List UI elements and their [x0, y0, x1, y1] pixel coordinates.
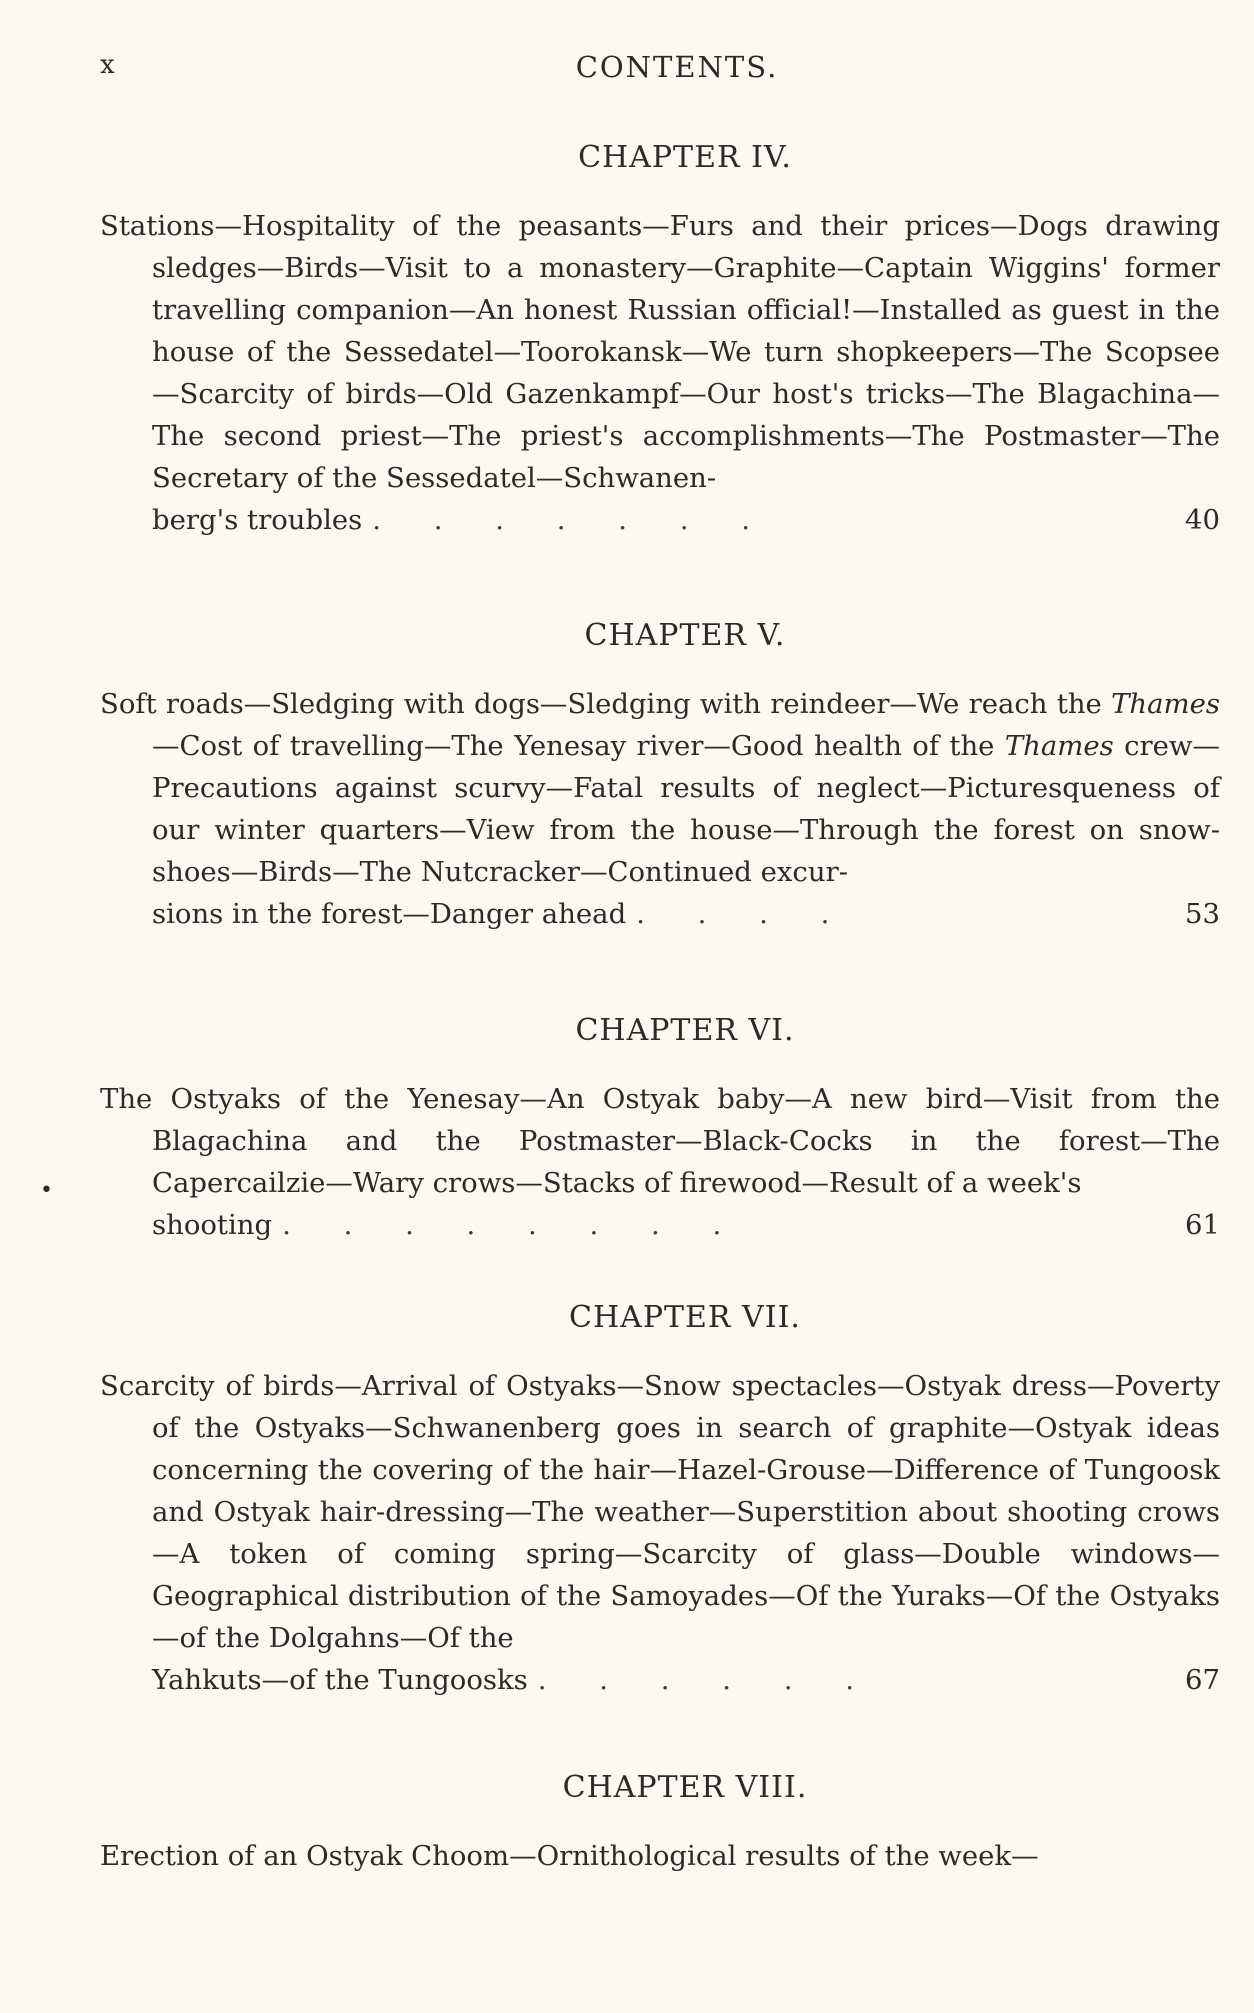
page-folio: x	[100, 50, 115, 80]
chapter-summary: Scarcity of birds—Arrival of Ostyaks—Snow spectacles—Ostyak dress—Poverty of the Ostyaks—Schwanenberg goes in search of graphite—Ostyak ideas concerning the covering of the hair—Hazel-Grouse—Difference of Tungoosk and Ostyak hair-dressing—The weather—Superstition about shooting crows—A token of coming spring—Scarcity of glass—Double windows—Geographical distribution of the Samoyades—Of the Yuraks—Of the Ostyaks—of the Dolgahns—Of the	[100, 1370, 1220, 1654]
chapter-heading: CHAPTER V.	[584, 618, 786, 653]
dot-leaders: . . . . . .	[537, 1664, 876, 1696]
summary-last-text: Yahkuts—of the Tungoosks	[152, 1664, 528, 1696]
dot-leaders: . . . .	[636, 898, 852, 930]
summary-last-text: berg's troubles	[152, 504, 363, 536]
running-head	[100, 50, 1194, 90]
chapter-vi	[100, 1013, 1220, 1246]
chapter-summary: Erection of an Ostyak Choom—Ornithological results of the week—	[100, 1840, 1039, 1872]
dot-leaders: . . . . . . . .	[282, 1209, 744, 1241]
page-number: 61	[1185, 1209, 1220, 1241]
summary-last-line	[100, 499, 1220, 541]
summary-last-line	[100, 1204, 1220, 1246]
chapter-heading: CHAPTER VI.	[575, 1013, 795, 1048]
running-title: CONTENTS.	[575, 50, 779, 84]
ship-name: Thames	[1004, 730, 1114, 762]
chapter-iv	[100, 140, 1220, 541]
chapter-heading: CHAPTER IV.	[578, 140, 792, 175]
page-number: 40	[1185, 504, 1220, 536]
chapter-summary: The Ostyaks of the Yenesay—An Ostyak baby—A new bird—Visit from the Blagachina and the Postmaster—Black-Cocks in the forest—The Capercailzie—Wary crows—Stacks of firewood—Result of a week's	[100, 1083, 1220, 1199]
chapter-vii	[100, 1300, 1220, 1701]
summary-last-text: shooting	[152, 1209, 273, 1241]
page-number: 53	[1185, 898, 1220, 930]
chapter-viii	[100, 1770, 1220, 1877]
chapter-heading: CHAPTER VII.	[569, 1300, 801, 1335]
summary-text: —Cost of travelling—The Yenesay river—Good health of the	[152, 730, 1005, 762]
summary-text: crew—Precautions against scurvy—Fatal results of neglect—Picturesqueness of our winter quarters—View from the house—Through the forest on snow-shoes—Birds—The Nutcracker—Continued excur-	[152, 730, 1220, 888]
summary-last-line	[100, 1659, 1220, 1701]
chapter-summary	[100, 683, 1220, 893]
chapter-summary: Stations—Hospitality of the peasants—Furs and their prices—Dogs drawing sledges—Birds—Visit to a monastery—Graphite—Captain Wiggins' former travelling companion—An honest Russian official!—Installed as guest in the house of the Sessedatel—Toorokansk—We turn shopkeepers—The Scopsee—Scarcity of birds—Old Gazenkampf—Our host's tricks—The Blagachina—The second priest—The priest's accomplishments—The Postmaster—The Secretary of the Sessedatel—Schwanen-	[100, 210, 1220, 494]
ink-speck: •	[40, 1178, 53, 1203]
summary-last-text: sions in the forest—Danger ahead	[152, 898, 627, 930]
summary-text: Soft roads—Sledging with dogs—Sledging with reindeer—We reach the	[100, 688, 1112, 720]
ship-name: Thames	[1111, 688, 1220, 720]
page-number: 67	[1185, 1664, 1220, 1696]
dot-leaders: . . . . . . .	[372, 504, 772, 536]
summary-last-line	[100, 893, 1220, 935]
chapter-heading: CHAPTER VIII.	[562, 1770, 808, 1805]
chapter-v	[100, 618, 1220, 935]
